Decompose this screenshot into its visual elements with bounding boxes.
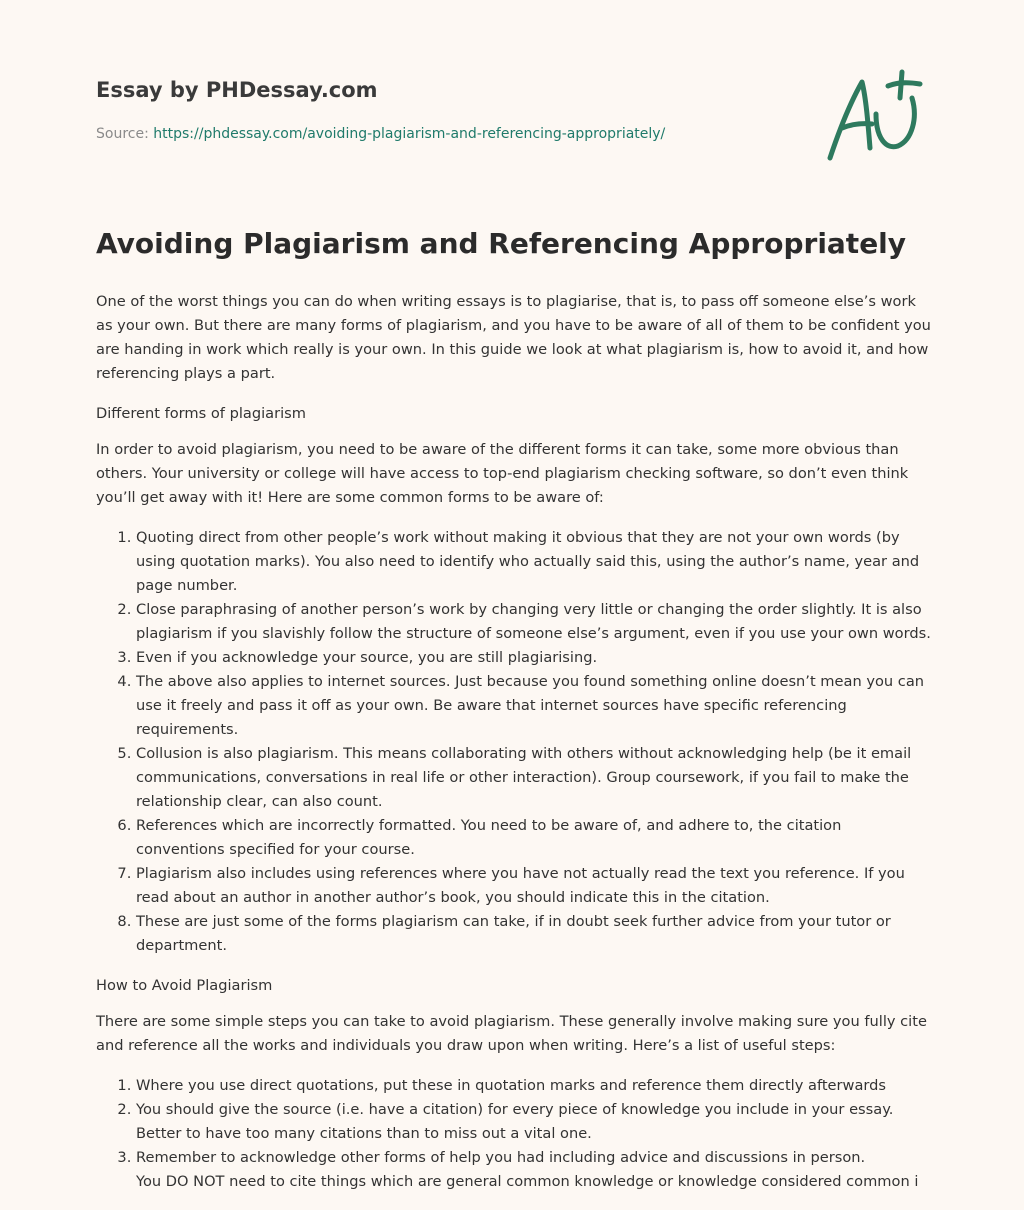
document-header (96, 76, 736, 144)
logo-a-stroke (830, 82, 870, 158)
list-item: 2. Close paraphrasing of another person’s work by changing very little or changing the order slightly. It is also plagiarism if you slavishly follow the structure of someone else’s argument, even if you use your own words. (136, 598, 932, 646)
a-plus-logo-icon (820, 68, 930, 168)
section-heading-avoid: How to Avoid Plagiarism (96, 977, 273, 994)
logo-smile-stroke (876, 98, 914, 147)
avoid-paragraph: There are some simple steps you can take to avoid plagiarism. These generally involve making sure you fully cite and reference all the works and individuals you draw upon when writing. Here’s a list of useful steps: (96, 1013, 927, 1054)
list-item: 4. The above also applies to internet sources. Just because you found something online doesn’t mean you can use it freely and pass it off as your own. Be aware that internet sources have specific referencing requirements. (136, 670, 932, 742)
source-label: Source: (96, 126, 149, 142)
list-item: 3. Even if you acknowledge your source, you are still plagiarising. (136, 646, 932, 670)
source-line (96, 124, 736, 144)
forms-paragraph: In order to avoid plagiarism, you need to be aware of the different forms it can take, some more obvious than others. Your university or college will have access to top-end plagiarism checking software, so don’t even think you’ll get away with it! Here are some common forms to be aware of: (96, 441, 909, 506)
logo-plus-horizontal (888, 83, 920, 86)
intro-paragraph: One of the worst things you can do when writing essays is to plagiarise, that is, to pass off someone else’s work as your own. But there are many forms of plagiarism, and you have to be aware of all of them to be confident you are handing in work which really is your own. In this guide we look at what plagiarism is, how to avoid it, and how referencing plays a part. (96, 293, 931, 382)
section-heading-forms: Different forms of plagiarism (96, 405, 306, 422)
source-link[interactable]: https://phdessay.com/avoiding-plagiarism-and-referencing-appropriately/ (153, 126, 666, 142)
brand-title: Essay by PHDessay.com (96, 78, 378, 102)
list-item: 1. Where you use direct quotations, put these in quotation marks and reference them directly afterwards (136, 1074, 932, 1098)
list-item: 3. Remember to acknowledge other forms of help you had including advice and discussions in person. (136, 1146, 932, 1170)
article-title: Avoiding Plagiarism and Referencing Appropriately (96, 227, 907, 260)
steps-list (96, 1074, 932, 1194)
list-item: 7. Plagiarism also includes using references where you have not actually read the text you reference. If you read about an author in another author’s book, you should indicate this in the citation. (136, 862, 932, 910)
article-body (96, 222, 932, 1210)
list-item: 8. These are just some of the forms plagiarism can take, if in doubt seek further advice from your tutor or department. (136, 910, 932, 958)
list-item: 2. You should give the source (i.e. have a citation) for every piece of knowledge you include in your essay. Better to have too many citations than to miss out a vital one. (136, 1098, 932, 1146)
list-item: 5. Collusion is also plagiarism. This means collaborating with others without acknowledging help (be it email communications, conversations in real life or other interaction). Group coursework, if you fail to make the relationship clear, can also count. (136, 742, 932, 814)
a-plus-logo-svg (820, 68, 930, 168)
forms-list (96, 526, 932, 958)
list-item: 1. Quoting direct from other people’s work without making it obvious that they are not your own words (by using quotation marks). You also need to identify who actually said this, using the author’s name, year and page number. (136, 526, 932, 598)
list-item: 4. You DO NOT need to cite things which are general common knowledge or knowledge considered common i (136, 1170, 932, 1194)
list-item: 6. References which are incorrectly formatted. You need to be aware of, and adhere to, the citation conventions specified for your course. (136, 814, 932, 862)
